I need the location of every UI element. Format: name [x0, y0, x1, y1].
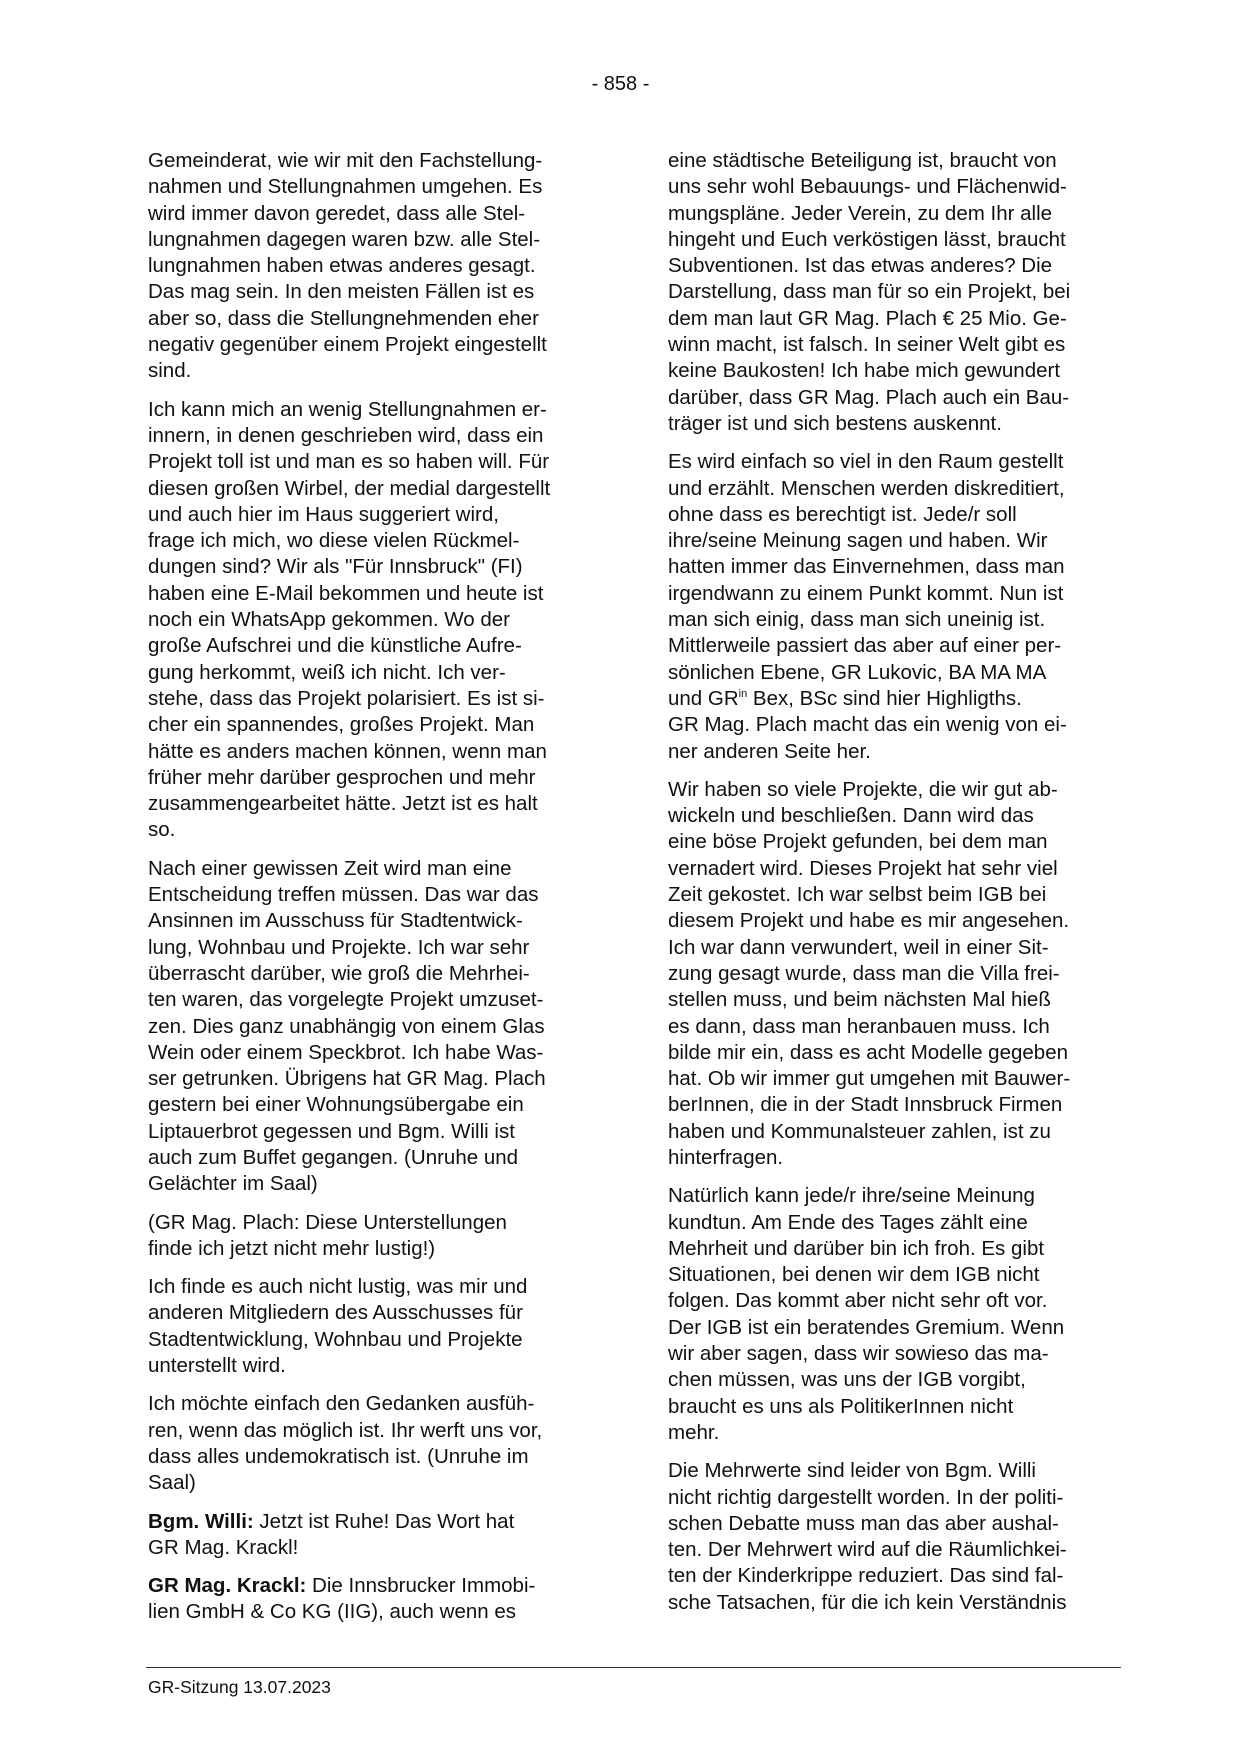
speaker-name: GR Mag. Krackl:: [148, 1574, 307, 1598]
text-line: Nach einer gewissen Zeit wird man eine: [148, 856, 512, 880]
text-line: Ansinnen im Ausschuss für Stadtentwick-: [148, 909, 523, 933]
paragraph: [148, 148, 598, 385]
text-line: und auch hier im Haus suggeriert wird,: [148, 502, 499, 526]
text-line: ten waren, das vorgelegte Projekt umzuset-: [148, 988, 544, 1012]
text-fragment: Bex, BSc sind hier Highligths.: [747, 686, 1022, 710]
text-line: lien GmbH & Co KG (IIG), auch wenn es: [148, 1600, 516, 1624]
text-line: dass alles undemokratisch ist. (Unruhe im: [148, 1444, 529, 1468]
page-number: - 858 -: [591, 73, 650, 95]
text-line: man sich einig, dass man sich uneinig ist.: [668, 608, 1046, 632]
text-line: Saal): [148, 1471, 196, 1495]
left-column: [148, 148, 598, 1638]
text-line: zung gesagt wurde, dass man die Villa frei-: [668, 961, 1060, 985]
text-line: berInnen, die in der Stadt Innsbruck Firmen: [668, 1093, 1063, 1117]
superscript: in: [738, 687, 748, 700]
text-line: wird immer davon geredet, dass alle Stel-: [148, 201, 526, 225]
text-line: ten. Der Mehrwert wird auf die Räumlichkei-: [668, 1538, 1067, 1562]
text-line: auch zum Buffet gegangen. (Unruhe und: [148, 1145, 519, 1169]
text-line: Das mag sein. In den meisten Fällen ist es: [148, 280, 535, 304]
text-line: gestern bei einer Wohnungsübergabe ein: [148, 1093, 524, 1117]
text-line: Ich kann mich an wenig Stellungnahmen er-: [148, 397, 547, 421]
text-line: mungspläne. Jeder Verein, zu dem Ihr alle: [668, 201, 1053, 225]
text-line: dungen sind? Wir als "Für Innsbruck" (FI): [148, 555, 523, 579]
text-fragment: und GR: [668, 686, 739, 710]
text-line: überrascht darüber, wie groß die Mehrhei-: [148, 961, 530, 985]
text-line: nicht richtig dargestellt worden. In der politi-: [668, 1485, 1064, 1509]
text-line: cher ein spannendes, großes Projekt. Man: [148, 713, 535, 737]
text-line: uns sehr wohl Bebauungs- und Flächenwid-: [668, 175, 1067, 199]
text-line: ner anderen Seite her.: [668, 739, 871, 763]
text-line: Wein oder einem Speckbrot. Ich habe Was-: [148, 1040, 544, 1064]
text-line: frage ich mich, wo diese vielen Rückmel-: [148, 529, 520, 553]
text-line: Entscheidung treffen müssen. Das war das: [148, 883, 539, 907]
text-line: GR Mag. Plach macht das ein wenig von ei-: [668, 713, 1067, 737]
text-line: noch ein WhatsApp gekommen. Wo der: [148, 608, 510, 632]
text-line: GR Mag. Krackl!: [148, 1535, 299, 1559]
text-line: zen. Dies ganz unabhängig von einem Glas: [148, 1014, 545, 1038]
text-line: bilde mir ein, dass es acht Modelle gegeben: [668, 1040, 1068, 1064]
text-line: es dann, dass man heranbauen muss. Ich: [668, 1014, 1050, 1038]
text-line: dem man laut GR Mag. Plach € 25 Mio. Ge-: [668, 306, 1067, 330]
text-line: stehe, dass das Projekt polarisiert. Es ist si-: [148, 686, 545, 710]
text-line: Darstellung, dass man für so ein Projekt, bei: [668, 280, 1071, 304]
text-line: ten der Kinderkrippe reduziert. Das sind fal-: [668, 1564, 1064, 1588]
text-line: ohne dass es berechtigt ist. Jede/r soll: [668, 502, 1017, 526]
text-line: keine Baukosten! Ich habe mich gewundert: [668, 359, 1061, 383]
text-line: kundtun. Am Ende des Tages zählt eine: [668, 1210, 1028, 1234]
line-group: [668, 712, 1118, 765]
text-line: hingeht und Euch verköstigen lässt, braucht: [668, 227, 1066, 251]
text-line: ser getrunken. Übrigens hat GR Mag. Plach: [148, 1067, 546, 1091]
text-line: eine städtische Beteiligung ist, braucht von: [668, 149, 1057, 172]
text-line: Es wird einfach so viel in den Raum gestellt: [668, 450, 1064, 474]
interjection-paragraph: [148, 1210, 598, 1263]
text-line: Ich war dann verwundert, weil in einer Sit-: [668, 935, 1049, 959]
text-line: Gemeinderat, wie wir mit den Fachstellung-: [148, 149, 543, 172]
text-line: stellen muss, und beim nächsten Mal hieß: [668, 988, 1051, 1012]
text-line: schen Debatte muss man das aber aushal-: [668, 1511, 1059, 1535]
line-group: [668, 449, 1118, 686]
text-line: aber so, dass die Stellungnehmenden eher: [148, 306, 539, 330]
text-line: innern, in denen geschrieben wird, dass ein: [148, 423, 544, 447]
text-line: Der IGB ist ein beratendes Gremium. Wenn: [668, 1315, 1065, 1339]
footer-session-date: GR-Sitzung 13.07.2023: [148, 1677, 331, 1697]
text-line: Zeit gekostet. Ich war selbst beim IGB bei: [668, 883, 1047, 907]
text-line: Gelächter im Saal): [148, 1172, 318, 1196]
text-line: nahmen und Stellungnahmen umgehen. Es: [148, 175, 543, 199]
text-line: ihre/seine Meinung sagen und haben. Wir: [668, 529, 1048, 553]
paragraph: [148, 1391, 598, 1496]
paragraph: [148, 856, 598, 1198]
text-line: lungnahmen dagegen waren bzw. alle Stel-: [148, 227, 541, 251]
speaker-paragraph: [148, 1509, 598, 1562]
text-line: diesen großen Wirbel, der medial dargestellt: [148, 476, 551, 500]
paragraph: [668, 1458, 1118, 1616]
text-line: Ich möchte einfach den Gedanken ausfüh-: [148, 1392, 535, 1416]
text-line: so.: [148, 818, 176, 842]
text-line: sche Tatsachen, für die ich kein Verständnis: [668, 1590, 1067, 1614]
text-line: große Aufschrei und die künstliche Aufre-: [148, 634, 522, 658]
text-line: früher mehr darüber gesprochen und mehr: [148, 765, 536, 789]
text-line: folgen. Das kommt aber nicht sehr oft vor.: [668, 1289, 1048, 1313]
text-line: chen müssen, was uns der IGB vorgibt,: [668, 1368, 1026, 1392]
text-line: Stadtentwicklung, Wohnbau und Projekte: [148, 1327, 523, 1351]
text-line: gung herkommt, weiß ich nicht. Ich ver-: [148, 660, 506, 684]
text-line: anderen Mitgliedern des Ausschusses für: [148, 1301, 523, 1325]
text-fragment: Jetzt ist Ruhe! Das Wort hat: [253, 1509, 515, 1533]
text-line: sind.: [148, 359, 192, 383]
paragraph: [148, 1274, 598, 1379]
text-line: winn macht, ist falsch. In seiner Welt gibt es: [668, 333, 1066, 357]
text-line: braucht es uns als PolitikerInnen nicht: [668, 1394, 1014, 1418]
text-line: [148, 1573, 598, 1599]
text-line: mehr.: [668, 1420, 720, 1444]
text-line: ren, wenn das möglich ist. Ihr werft uns vor,: [148, 1418, 543, 1442]
text-line: lungnahmen haben etwas anderes gesagt.: [148, 254, 536, 278]
footer-divider: [146, 1667, 1121, 1668]
text-line: Die Mehrwerte sind leider von Bgm. Willi: [668, 1459, 1036, 1483]
text-line: [668, 686, 1118, 712]
right-column: [668, 148, 1118, 1628]
text-line: hatten immer das Einvernehmen, dass man: [668, 555, 1065, 579]
text-line: Situationen, bei denen wir dem IGB nicht: [668, 1263, 1040, 1287]
text-line: [148, 1509, 598, 1535]
text-line: haben eine E-Mail bekommen und heute ist: [148, 581, 544, 605]
text-line: Subventionen. Ist das etwas anderes? Die: [668, 254, 1053, 278]
paragraph: [668, 148, 1118, 437]
paragraph: [148, 397, 598, 844]
text-line: Projekt toll ist und man es so haben will. Für: [148, 450, 550, 474]
text-line: wir aber sagen, dass wir sowieso das ma-: [668, 1342, 1049, 1366]
paragraph: [668, 777, 1118, 1171]
text-line: hätte es anders machen können, wenn man: [148, 739, 547, 763]
text-line: träger ist und sich bestens auskennt.: [668, 411, 1002, 435]
speaker-paragraph: [148, 1573, 598, 1626]
text-line: zusammengearbeitet hätte. Jetzt ist es halt: [148, 792, 538, 816]
text-line: haben und Kommunalsteuer zahlen, ist zu: [668, 1119, 1051, 1143]
text-line: darüber, dass GR Mag. Plach auch ein Bau-: [668, 385, 1070, 409]
text-line: hinterfragen.: [668, 1145, 784, 1169]
text-line: Wir haben so viele Projekte, die wir gut ab-: [668, 777, 1058, 801]
text-line: (GR Mag. Plach: Diese Unterstellungen: [148, 1210, 507, 1234]
text-line: Mittlerweile passiert das aber auf einer per-: [668, 634, 1062, 658]
text-line: Liptauerbrot gegessen und Bgm. Willi ist: [148, 1119, 515, 1143]
text-fragment: Die Innsbrucker Immobi-: [306, 1574, 536, 1598]
text-line: lung, Wohnbau und Projekte. Ich war sehr: [148, 935, 530, 959]
text-line: vernadert wird. Dieses Projekt hat sehr viel: [668, 856, 1058, 880]
text-line: wickeln und beschließen. Dann wird das: [668, 804, 1034, 828]
text-line: negativ gegenüber einem Projekt eingestellt: [148, 333, 547, 357]
paragraph: [668, 1183, 1118, 1446]
text-line: Ich finde es auch nicht lustig, was mir und: [148, 1275, 528, 1299]
text-line: hat. Ob wir immer gut umgehen mit Bauwer-: [668, 1067, 1071, 1091]
text-line: eine böse Projekt gefunden, bei dem man: [668, 830, 1048, 854]
text-line: finde ich jetzt nicht mehr lustig!): [148, 1236, 436, 1260]
text-line: diesem Projekt und habe es mir angesehen.: [668, 909, 1070, 933]
paragraph: [668, 449, 1118, 765]
text-line: Natürlich kann jede/r ihre/seine Meinung: [668, 1184, 1035, 1208]
text-line: sönlichen Ebene, GR Lukovic, BA MA MA: [668, 660, 1047, 684]
text-line: und erzählt. Menschen werden diskreditiert,: [668, 476, 1065, 500]
text-line: Mehrheit und darüber bin ich froh. Es gibt: [668, 1236, 1045, 1260]
text-line: unterstellt wird.: [148, 1354, 286, 1378]
text-line: irgendwann zu einem Punkt kommt. Nun ist: [668, 581, 1064, 605]
speaker-name: Bgm. Willi:: [148, 1509, 254, 1533]
